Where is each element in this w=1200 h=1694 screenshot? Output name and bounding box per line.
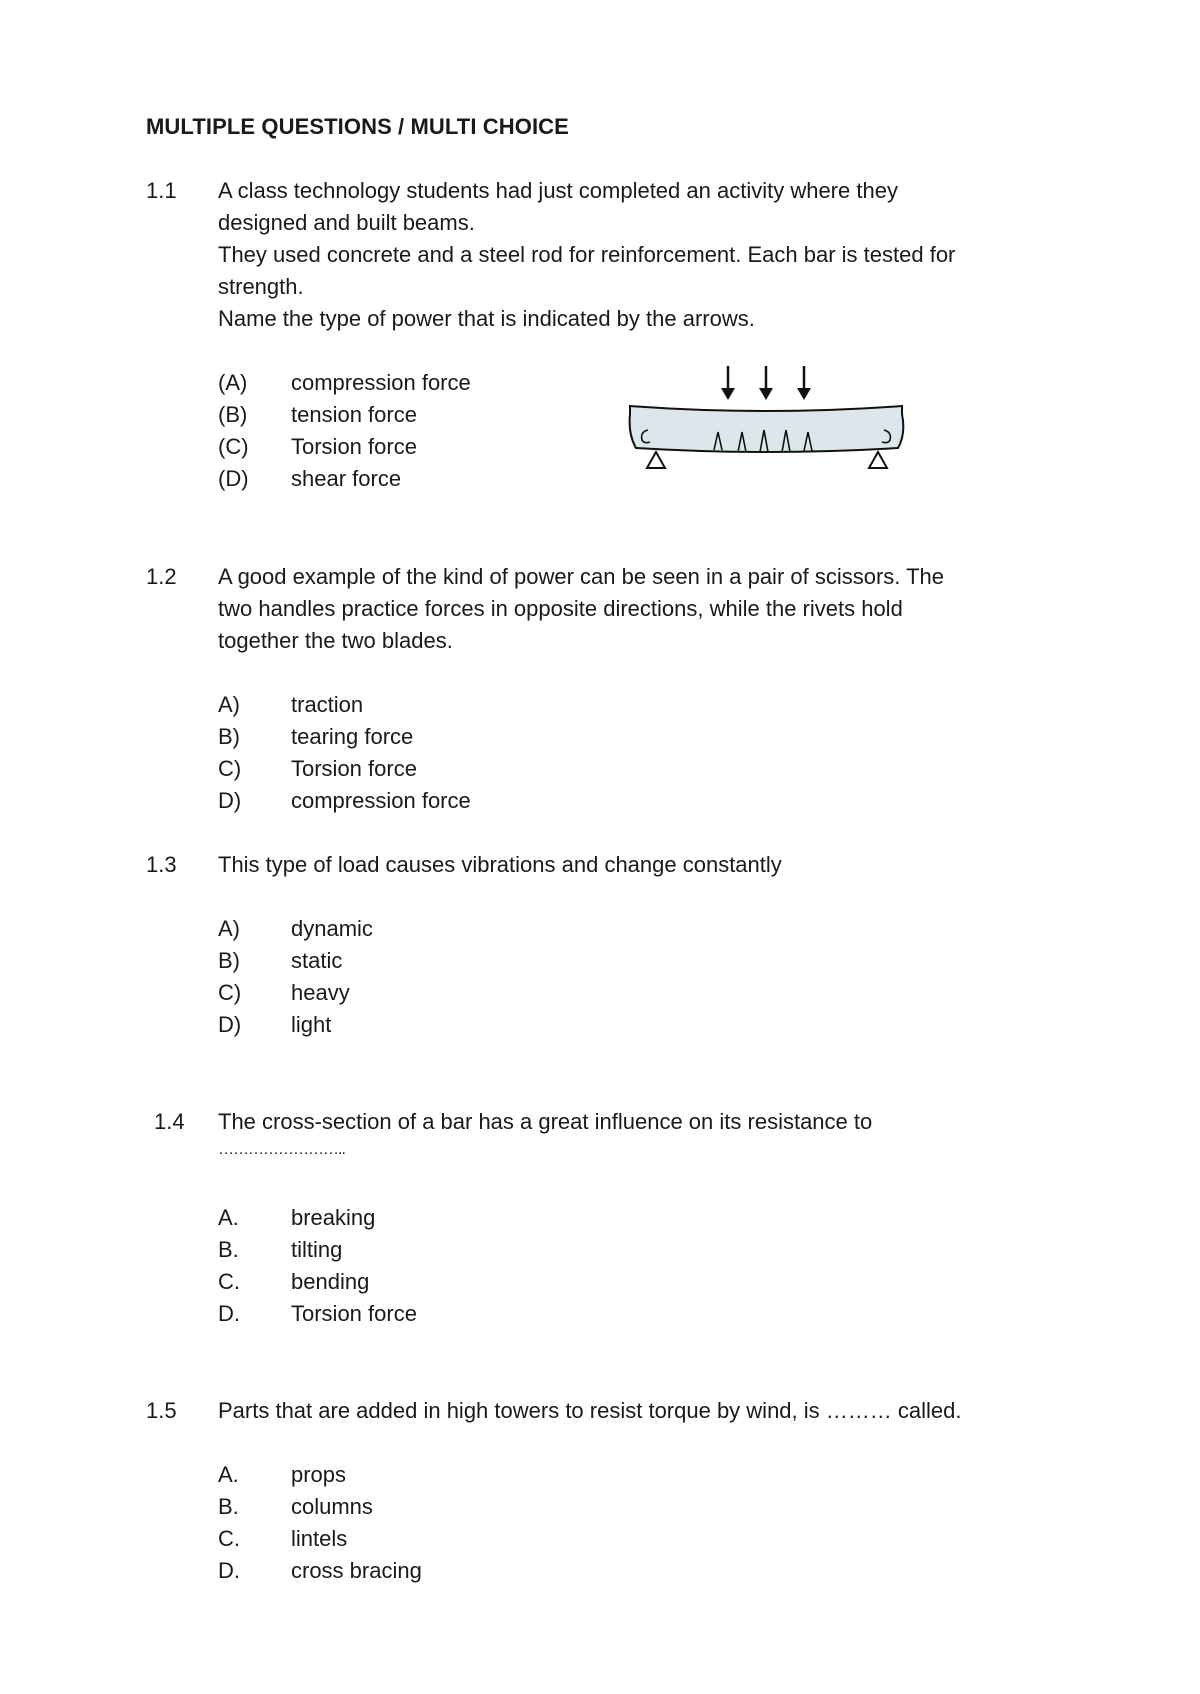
question-text-line: A class technology students had just completed an activity where they xyxy=(218,178,898,203)
question-number: 1.1 xyxy=(146,178,177,203)
question-text-line: This type of load causes vibrations and change constantly xyxy=(218,852,782,877)
question-text-line: A good example of the kind of power can be seen in a pair of scissors. The xyxy=(218,564,945,589)
option-text: Torsion force xyxy=(291,1301,417,1326)
support-left xyxy=(647,452,665,468)
option-letter: B) xyxy=(218,724,240,749)
option-letter: B) xyxy=(218,948,240,973)
option-text: cross bracing xyxy=(291,1558,422,1583)
option-text: tilting xyxy=(291,1237,343,1262)
question-number: 1.3 xyxy=(146,852,177,877)
question-number: 1.5 xyxy=(146,1398,177,1423)
support-right xyxy=(869,452,887,468)
option-letter: (C) xyxy=(218,434,249,459)
question-text-line: Name the type of power that is indicated by the arrows. xyxy=(218,306,755,331)
option-letter: (B) xyxy=(218,402,248,427)
option-text: Torsion force xyxy=(291,756,417,781)
option-letter: A) xyxy=(218,692,240,717)
option-letter: C. xyxy=(218,1269,240,1294)
option-letter: C) xyxy=(218,756,242,781)
option-letter: A) xyxy=(218,916,240,941)
question-text-line: together the two blades. xyxy=(218,628,453,653)
option-text: light xyxy=(291,1012,332,1037)
option-letter: C) xyxy=(218,980,242,1005)
question-text-line: designed and built beams. xyxy=(218,210,475,235)
option-letter: C. xyxy=(218,1526,240,1551)
page-title: MULTIPLE QUESTIONS / MULTI CHOICE xyxy=(146,114,569,139)
question-number: 1.4 xyxy=(154,1109,185,1134)
option-letter: B. xyxy=(218,1494,239,1519)
option-text: lintels xyxy=(291,1526,348,1551)
option-text: traction xyxy=(291,692,364,717)
option-letter: D) xyxy=(218,788,242,813)
option-letter: (D) xyxy=(218,466,249,491)
option-text: heavy xyxy=(291,980,350,1005)
option-text: compression force xyxy=(291,788,471,813)
option-text: static xyxy=(291,948,343,973)
option-letter: D. xyxy=(218,1558,240,1583)
option-text: bending xyxy=(291,1269,370,1294)
beam-bending-icon xyxy=(626,364,916,480)
option-letter: D) xyxy=(218,1012,242,1037)
question-text-line: strength. xyxy=(218,274,304,299)
load-arrows xyxy=(721,366,811,400)
option-letter: A. xyxy=(218,1205,239,1230)
option-letter: D. xyxy=(218,1301,240,1326)
question-text-line: They used concrete and a steel rod for reinforcement. Each bar is tested for xyxy=(218,242,956,267)
question-text-line: The cross-section of a bar has a great influence on its resistance to xyxy=(218,1109,873,1134)
question-number: 1.2 xyxy=(146,564,177,589)
option-letter: B. xyxy=(218,1237,239,1262)
question-text-line: two handles practice forces in opposite directions, while the rivets hold xyxy=(218,596,903,621)
option-text: columns xyxy=(291,1494,373,1519)
question-text-line: …………………….. xyxy=(218,1141,345,1158)
option-text: tension force xyxy=(291,402,417,427)
option-text: tearing force xyxy=(291,724,414,749)
option-text: dynamic xyxy=(291,916,373,941)
question-text-line: Parts that are added in high towers to resist torque by wind, is ……… called. xyxy=(218,1398,962,1423)
option-text: props xyxy=(291,1462,347,1487)
option-text: Torsion force xyxy=(291,434,417,459)
option-text: shear force xyxy=(291,466,402,491)
option-letter: A. xyxy=(218,1462,239,1487)
option-text: breaking xyxy=(291,1205,376,1230)
option-text: compression force xyxy=(291,370,471,395)
option-letter: (A) xyxy=(218,370,248,395)
